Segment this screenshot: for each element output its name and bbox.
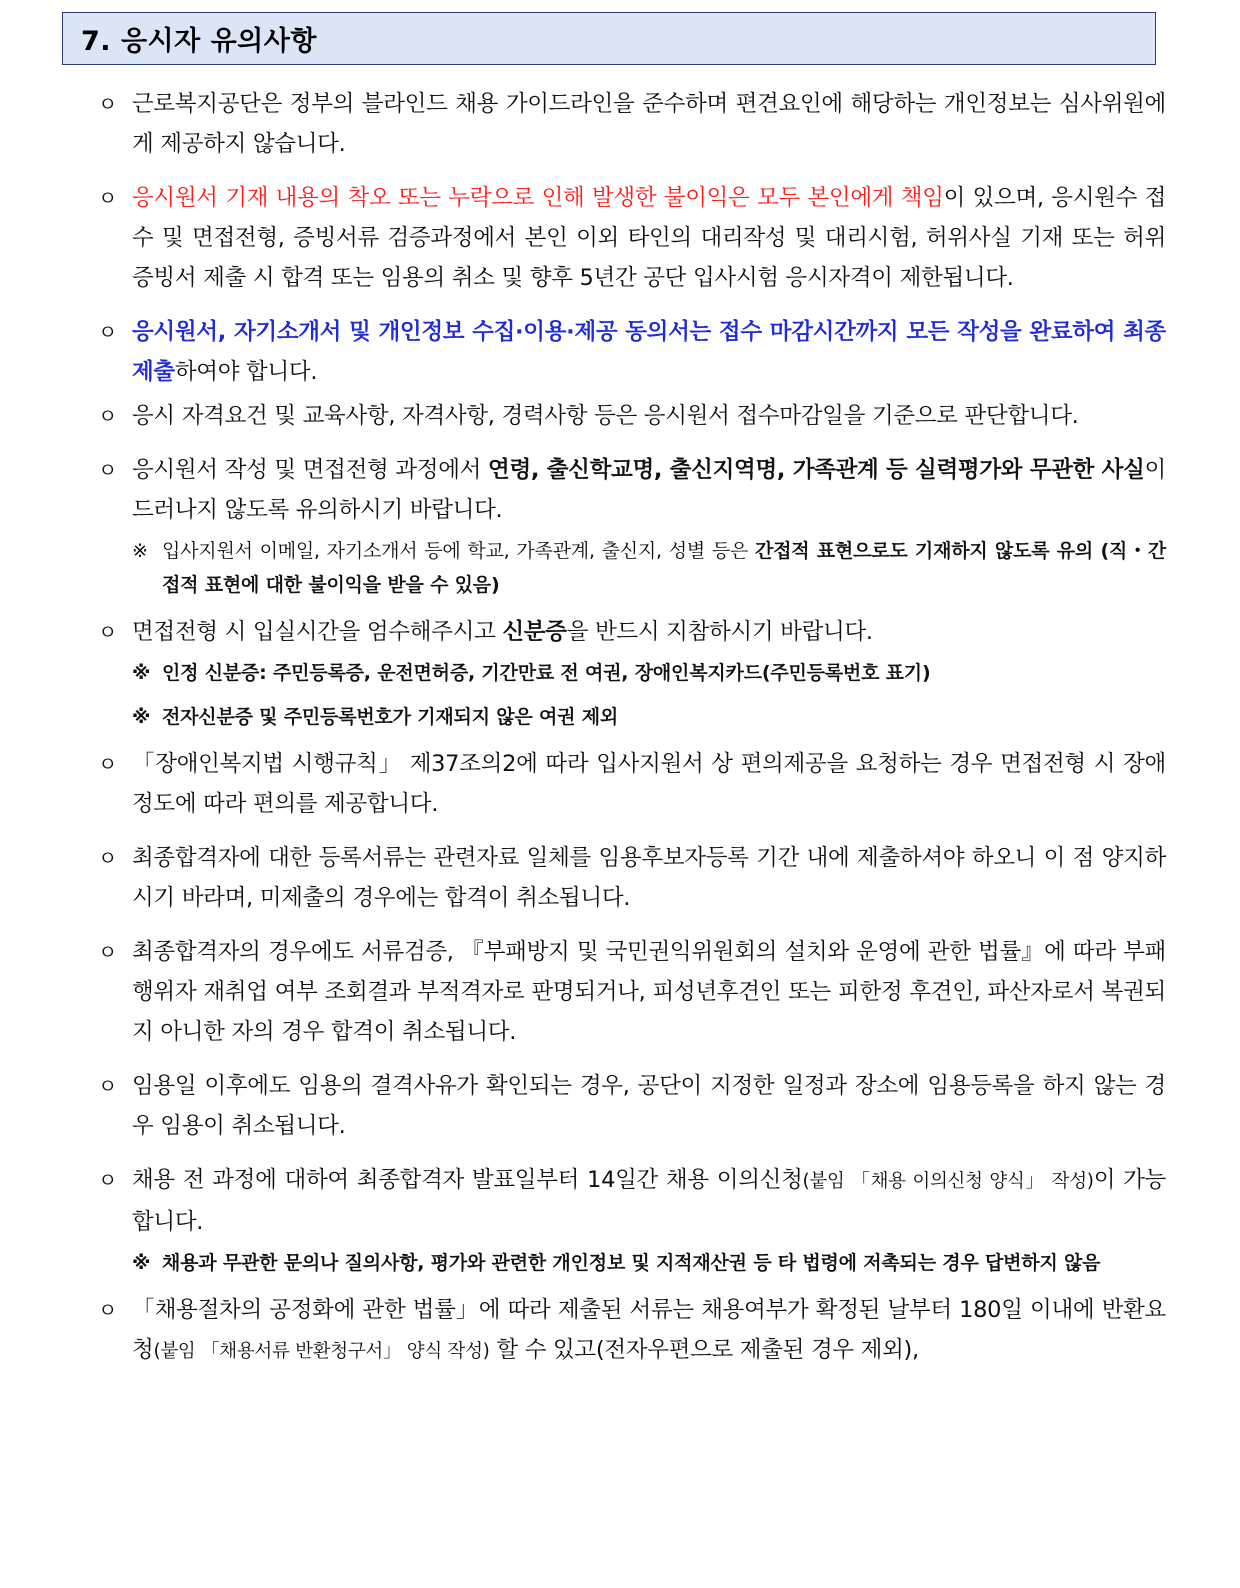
list-item: [96, 612, 1166, 652]
note-text: 채용과 무관한 문의나 질의사항, 평가와 관련한 개인정보 및 지적재산권 등 타 법령에 저촉되는 경우 답변하지 않음: [162, 1252, 1101, 1274]
note-bold-text: 간접적 표현으로도 기재하지 않도록 유의 (직・간접적 표현에 대한 불이익을 받을 수 있음): [162, 540, 1166, 596]
bullet-icon: ㅇ: [98, 1298, 118, 1322]
item-text: 하여야 합니다.: [174, 359, 318, 385]
list-item: [96, 1066, 1166, 1146]
item-text: 채용 전 과정에 대하여 최종합격자 발표일부터 14일간 채용 이의신청: [132, 1167, 803, 1193]
note-text: 인정 신분증: 주민등록증, 운전면허증, 기간만료 전 여권, 장애인복지카드(주민등록번호 표기): [162, 662, 931, 684]
item-text: 면접전형 시 입실시간을 엄수해주시고: [132, 619, 503, 645]
item-red-text: 응시원서 기재 내용의 착오 또는 누락으로 인해 발생한 불이익은 모두 본인에게 책임: [132, 185, 944, 211]
note-mark-icon: ※: [132, 662, 151, 684]
bullet-icon: ㅇ: [98, 846, 118, 870]
bullet-icon: ㅇ: [98, 320, 118, 344]
note-mark-icon: ※: [132, 706, 151, 728]
note: [96, 656, 1166, 690]
note: [96, 534, 1166, 602]
item-text: 을 반드시 지참하시기 바랍니다.: [566, 619, 873, 645]
list-item: [96, 450, 1166, 530]
item-text: 근로복지공단은 정부의 블라인드 채용 가이드라인을 준수하며 편견요인에 해당하는 개인정보는 심사위원에게 제공하지 않습니다.: [132, 91, 1166, 157]
note: [96, 1246, 1166, 1280]
item-text: 최종합격자의 경우에도 서류검증, 『부패방지 및 국민권익위원회의 설치와 운영에 관한 법률』에 따라 부패행위자 재취업 여부 조회결과 부적격자로 판명되거나, 피성년후견인 또는 피한정 후견인, 파산자로서 복권되지 아니한 자의 경우 합격이 취소됩니다.: [132, 939, 1166, 1045]
bullet-icon: ㅇ: [98, 620, 118, 644]
section-title: 7. 응시자 유의사항: [81, 26, 317, 57]
item-text: 할 수 있고(전자우편으로 제출된 경우 제외),: [489, 1337, 919, 1363]
list-item: [96, 932, 1166, 1052]
item-bold-text: 연령, 출신학교명, 출신지역명, 가족관계 등 실력평가와 무관한 사실: [488, 457, 1145, 483]
section-heading-box: [62, 12, 1156, 65]
item-blue-text: 응시원서, 자기소개서 및 개인정보 수집·이용·제공 동의서는 접수 마감시간까지 모든 작성을 완료하여 최종 제출: [132, 319, 1166, 385]
bullet-icon: ㅇ: [98, 404, 118, 428]
list-item: [96, 744, 1166, 824]
bullet-icon: ㅇ: [98, 92, 118, 116]
bullet-icon: ㅇ: [98, 1074, 118, 1098]
bullet-icon: ㅇ: [98, 940, 118, 964]
list-item: [96, 396, 1166, 436]
item-text: 「장애인복지법 시행규칙」 제37조의2에 따라 입사지원서 상 편의제공을 요청하는 경우 면접전형 시 장애정도에 따라 편의를 제공합니다.: [132, 751, 1166, 817]
item-text: 임용일 이후에도 임용의 결격사유가 확인되는 경우, 공단이 지정한 일정과 장소에 임용등록을 하지 않는 경우 임용이 취소됩니다.: [132, 1073, 1166, 1139]
item-text: 응시 자격요건 및 교육사항, 자격사항, 경력사항 등은 응시원서 접수마감일을 기준으로 판단합니다.: [132, 403, 1079, 429]
notice-list: [96, 84, 1166, 1386]
item-small-text: (붙임 「채용 이의신청 양식」 작성): [802, 1171, 1094, 1192]
note-mark-icon: ※: [132, 540, 148, 562]
bullet-icon: ㅇ: [98, 752, 118, 776]
bullet-icon: ㅇ: [98, 458, 118, 482]
item-text: 이 가능합니다.: [132, 1167, 1166, 1235]
item-text: 응시원서 작성 및 면접전형 과정에서: [132, 457, 489, 483]
list-item: [96, 1160, 1166, 1242]
item-text: 「채용절차의 공정화에 관한 법률」에 따라 제출된 서류는 채용여부가 확정된 날부터 180일 이내에 반환요청: [132, 1297, 1166, 1363]
bullet-icon: ㅇ: [98, 1168, 118, 1192]
list-item: [96, 84, 1166, 164]
note-text: 입사지원서 이메일, 자기소개서 등에 학교, 가족관계, 출신지, 성별 등은: [162, 540, 755, 562]
item-text: 최종합격자에 대한 등록서류는 관련자료 일체를 임용후보자등록 기간 내에 제출하셔야 하오니 이 점 양지하시기 바라며, 미제출의 경우에는 합격이 취소됩니다.: [132, 845, 1166, 911]
bullet-icon: ㅇ: [98, 186, 118, 210]
note-text: 전자신분증 및 주민등록번호가 기재되지 않은 여권 제외: [162, 706, 619, 728]
list-item: [96, 178, 1166, 298]
item-bold-text: 신분증: [502, 619, 567, 645]
item-text: 이 드러나지 않도록 유의하시기 바랍니다.: [132, 457, 1166, 523]
item-small-text: (붙임 「채용서류 반환청구서」 양식 작성): [153, 1341, 490, 1362]
note: [96, 700, 1166, 734]
list-item: [96, 312, 1166, 392]
list-item: [96, 1290, 1166, 1372]
list-item: [96, 838, 1166, 918]
note-mark-icon: ※: [132, 1252, 151, 1274]
item-text: 이 있으며, 응시원수 접수 및 면접전형, 증빙서류 검증과정에서 본인 이외 타인의 대리작성 및 대리시험, 허위사실 기재 또는 허위 증빙서 제출 시 합격 또는 임용의 취소 및 향후 5년간 공단 입사시험 응시자격이 제한됩니다.: [132, 185, 1167, 291]
